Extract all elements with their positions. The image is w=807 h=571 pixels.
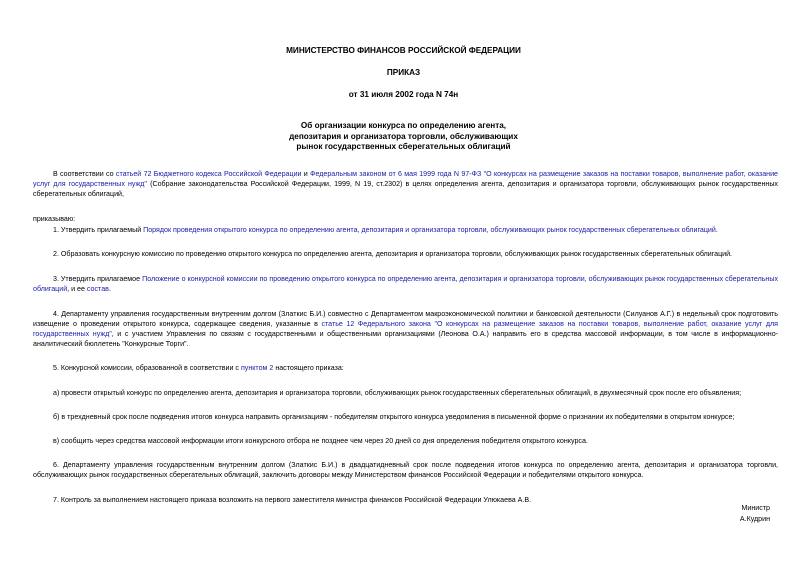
link-point-2[interactable]: пунктом 2 [240,364,274,373]
paragraph-1 [33,225,778,235]
paragraph-5 [33,363,778,373]
doc-date-number: от 31 июля 2002 года N 74н [348,90,459,99]
doc-title-line: Об организации конкурса по определению агента, [300,121,507,130]
doc-title [0,121,807,153]
paragraph-5b: б) в трехдневный срок после подведения итогов конкурса направить организациям - победителям открытого конкурса уведомления в письменной форме о признании их победителями в открытом конкурсе; [53,412,735,421]
link-budget-code-article-72[interactable]: статьей 72 Бюджетного кодекса Российской Федерации [115,170,302,178]
link-commission-composition[interactable]: состав [86,285,109,294]
text-run: В соответствии со [53,170,116,178]
order-word: приказываю: [33,214,76,223]
signature-position: Министр [741,504,770,512]
text-run: (Собрание законодательства Российской Федерации, 1999, N 19, ст.2302) в целях определения агента, депозитария и организатора торговли, обслуживающих рынок государственных сберегательных облигаций, [33,180,778,199]
paragraph-5a: а) провести открытый конкурс по определению агента, депозитария и организатора торговли, обслуживающих рынок государственных сберегательных облигаций, в двухмесячный срок после его объявления; [53,388,742,397]
text-run: настоящего приказа: [273,364,344,373]
paragraph-7: 7. Контроль за выполнением настоящего приказа возложить на первого заместителя министра финансов Российской Федерации Улюкаева А.В. [53,495,532,504]
paragraph-3 [33,274,778,294]
doc-body [33,169,778,505]
text-run: . [108,285,111,294]
text-run: 3. Утвердить прилагаемое [53,275,143,284]
link-federal-law-97fz[interactable]: Федеральным законом от 6 мая 1999 года N 97-ФЗ "О конкурсах на размещение заказов на поставки товаров, выполнение работ, оказание услуг для государственных нужд" [33,170,779,189]
text-run: , и ее [67,285,87,294]
text-run: 4. Департаменту управления государственным внутренним долгом (Златкис Б.И.) совместно с Департаментом макроэкономической политики и банковской деятельности (Силуанов А.Г.) в недельный срок подготовить извещение о проведении открытого конкурса, содержащее сведения, указанные в [33,309,778,328]
ministry-heading: МИНИСТЕРСТВО ФИНАНСОВ РОССИЙСКОЙ ФЕДЕРАЦИИ [286,46,521,55]
link-law-article-12[interactable]: статье 12 Федерального закона "О конкурсах на размещение заказов на поставки товаров, выполнение работ, оказание услуг для государственных нужд" [33,319,778,339]
text-run: 5. Конкурсной комиссии, образованной в соответствии с [53,364,241,373]
doc-type-heading: ПРИКАЗ [386,68,421,77]
link-commission-regulation[interactable]: Положение о конкурсной комиссии по проведению открытого конкурса по определению агента, депозитария и организатора торговли, обслуживающих рынок государственных сберегательных облигаций [33,275,778,294]
text-run: , и с участием Управления по связям с государственными и общественными организациями (Леонова О.А.) направить его в средства массовой информации, в том числе в информационно-аналитический бюллетень "Конкурсные Торги". [33,330,779,349]
paragraph-6: 6. Департаменту управления государственным внутренним долгом (Златкис Б.И.) в двадцатидневный срок после подведения итогов конкурса по определению агента, депозитария и организатора торговли, обслуживающих рынок государственных сберегательных облигаций, заключить договоры между Министерством финансов Российской Федерации и победителями открытого конкурса. [33,461,778,480]
intro-paragraph [33,169,778,200]
link-contest-procedure[interactable]: Порядок проведения открытого конкурса по определению агента, депозитария и организатора торговли, обслуживающих рынок государственных сберегательных облигаций [143,225,716,234]
paragraph-5c: в) сообщить через средства массовой информации итоги конкурсного отбора не позднее чем через 20 дней со дня определения победителя открытого конкурса. [53,437,588,446]
paragraph-4 [33,309,778,350]
text-run: и [301,170,311,178]
text-run: . [715,225,718,234]
paragraph-2: 2. Образовать конкурсную комиссию по проведению открытого конкурса по определению агента, депозитария и организатора торговли, обслуживающих рынок государственных сберегательных облигаций. [53,250,733,259]
signature-block [740,503,770,524]
doc-title-line: рынок государственных сберегательных облигаций [296,142,511,151]
text-run: 1. Утвердить прилагаемый [53,225,144,234]
doc-title-line: депозитария и организатора торговли, обслуживающих [289,131,518,141]
signature-name: А.Кудрин [739,514,770,523]
